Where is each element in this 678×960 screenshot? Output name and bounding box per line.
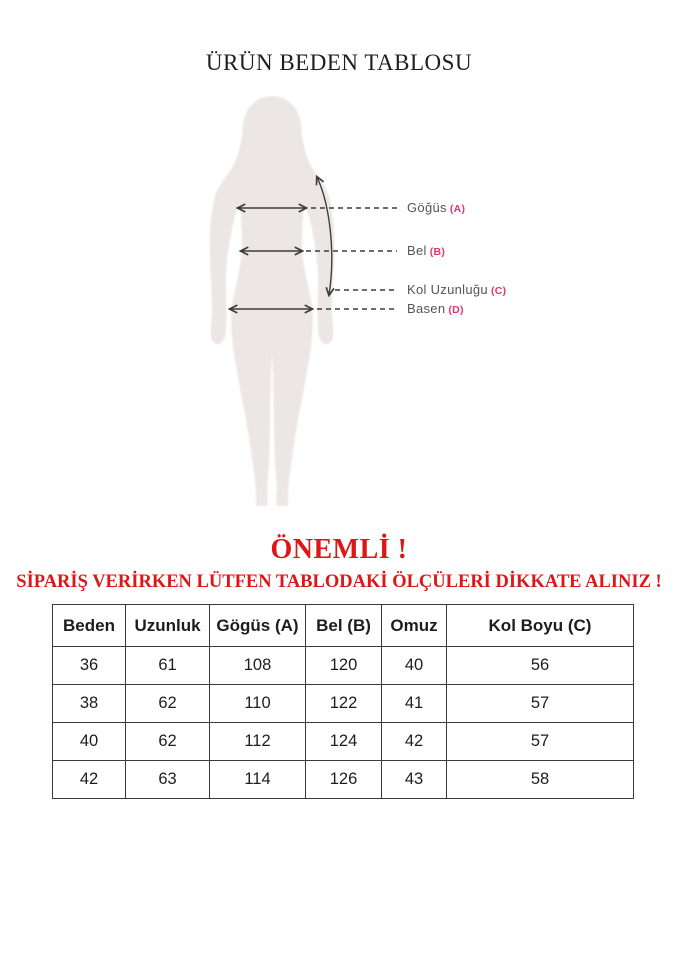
measurement-label-hip	[407, 301, 464, 318]
size-table-header-cell: Omuz	[382, 605, 447, 647]
size-table-cell: 58	[447, 761, 634, 799]
warning-text: SİPARİŞ VERİRKEN LÜTFEN TABLODAKİ ÖLÇÜLERİ DİKKATE ALINIZ !	[16, 572, 662, 592]
measurement-label-text: Basen	[407, 301, 446, 316]
size-table-cell: 120	[306, 647, 382, 685]
size-table-cell: 57	[447, 685, 634, 723]
size-table-cell: 57	[447, 723, 634, 761]
size-table-row	[53, 685, 634, 723]
size-table-cell: 62	[126, 723, 210, 761]
measurement-code: (A)	[449, 203, 466, 215]
measurement-label-text: Bel	[407, 243, 427, 258]
size-table-cell: 42	[53, 761, 126, 799]
size-table-cell: 63	[126, 761, 210, 799]
size-table-header-cell: Uzunluk	[126, 605, 210, 647]
size-table-cell: 43	[382, 761, 447, 799]
size-table-cell: 62	[126, 685, 210, 723]
size-table	[52, 604, 634, 799]
size-table-row	[53, 647, 634, 685]
size-table-cell: 126	[306, 761, 382, 799]
size-table-cell: 42	[382, 723, 447, 761]
size-table-cell: 110	[210, 685, 306, 723]
size-table-cell: 124	[306, 723, 382, 761]
size-table-cell: 40	[53, 723, 126, 761]
measurement-code: (B)	[429, 246, 446, 258]
measurement-label-chest	[407, 200, 465, 217]
size-table-header-cell: Beden	[53, 605, 126, 647]
size-table-cell: 61	[126, 647, 210, 685]
size-table-row	[53, 761, 634, 799]
size-table-header-row	[53, 605, 634, 647]
important-heading: ÖNEMLİ !	[270, 534, 408, 565]
size-table-row	[53, 723, 634, 761]
size-table-header-cell: Kol Boyu (C)	[447, 605, 634, 647]
measurement-code: (D)	[448, 304, 464, 316]
measurement-label-text: Kol Uzunluğu	[407, 282, 488, 297]
size-table-cell: 114	[210, 761, 306, 799]
page-title: ÜRÜN BEDEN TABLOSU	[205, 50, 473, 75]
size-table-cell: 56	[447, 647, 634, 685]
size-table-cell: 40	[382, 647, 447, 685]
size-table-cell: 41	[382, 685, 447, 723]
size-table-header-cell: Gögüs (A)	[210, 605, 306, 647]
measurement-label-waist	[407, 243, 445, 260]
size-table-header-cell: Bel (B)	[306, 605, 382, 647]
size-table-cell: 122	[306, 685, 382, 723]
measurement-label-text: Göğüs	[407, 200, 447, 215]
size-table-cell: 108	[210, 647, 306, 685]
measurement-code: (C)	[490, 285, 507, 297]
size-table-cell: 112	[210, 723, 306, 761]
size-table-cell: 38	[53, 685, 126, 723]
female-silhouette	[210, 96, 335, 506]
measurement-label-arm-length	[407, 282, 506, 299]
size-table-cell: 36	[53, 647, 126, 685]
